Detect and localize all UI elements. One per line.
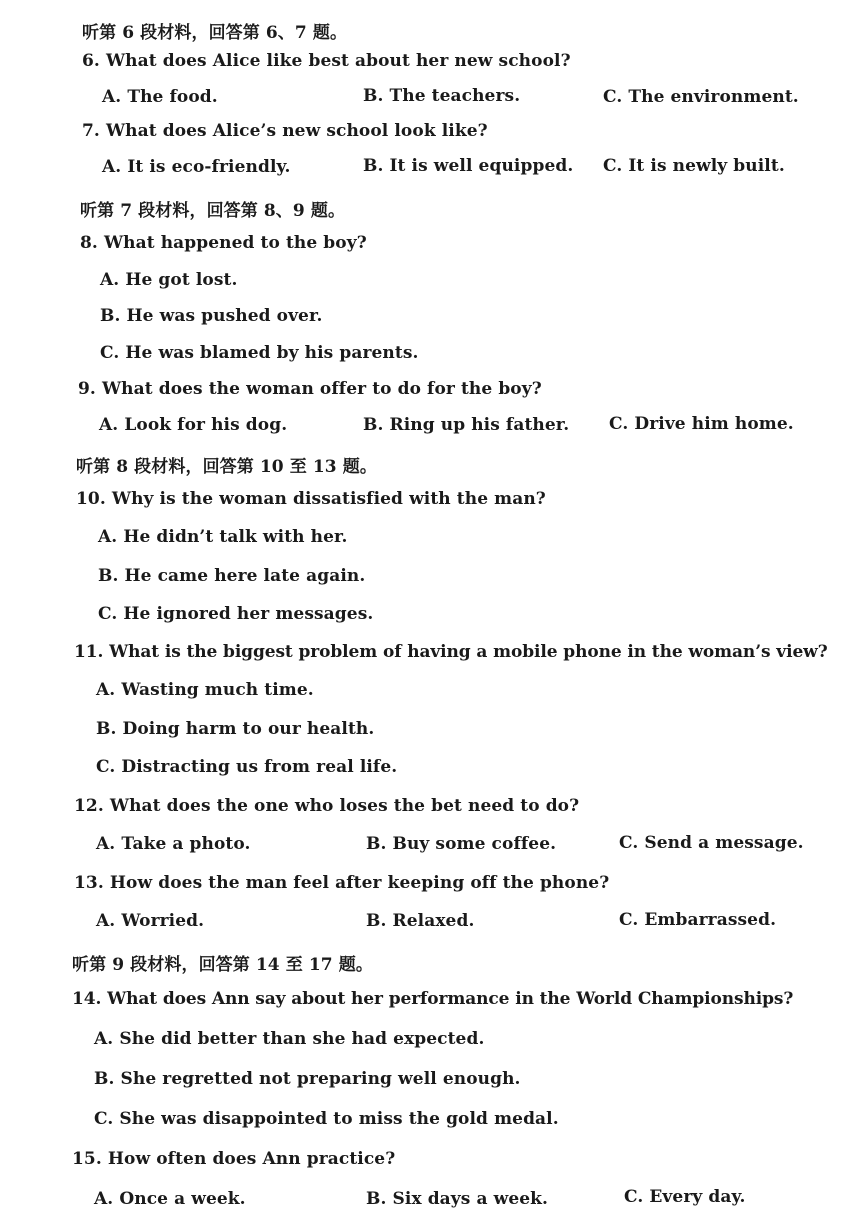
option-b: B. He was pushed over. [100,306,323,326]
option-c: C. Send a message. [619,833,804,853]
question-text: 6. What does Alice like best about her new school? [82,51,571,71]
question-text: 10. Why is the woman dissatisfied with the man? [76,489,546,509]
option-c: C. It is newly built. [603,156,785,176]
option-c: C. Distracting us from real life. [96,757,398,777]
question-text: 14. What does Ann say about her performance in the World Championships? [72,989,794,1009]
option-c: C. Drive him home. [609,414,794,434]
option-b: B. Relaxed. [366,911,475,931]
option-a: A. Once a week. [94,1189,246,1209]
option-c: C. He ignored her messages. [98,604,374,624]
option-a: A. She did better than she had expected. [94,1029,485,1049]
option-c: C. The environment. [603,87,799,107]
option-c: C. She was disappointed to miss the gold medal. [94,1109,559,1129]
option-c: C. Every day. [624,1187,746,1207]
question-text: 7. What does Alice’s new school look like? [82,121,488,141]
option-a: A. He got lost. [100,270,238,290]
option-a: A. Wasting much time. [96,680,314,700]
question-text: 11. What is the biggest problem of having a mobile phone in the woman’s view? [74,642,828,662]
option-b: B. He came here late again. [98,566,366,586]
option-c: C. Embarrassed. [619,910,777,930]
option-a: A. Take a photo. [96,834,251,854]
option-b: B. Six days a week. [366,1189,549,1209]
option-a: A. Look for his dog. [99,415,288,435]
option-a: A. The food. [102,87,218,107]
option-c: C. He was blamed by his parents. [100,343,419,363]
question-text: 15. How often does Ann practice? [72,1149,396,1169]
section-header: 听第 9 段材料，回答第 14 至 17 题。 [72,955,373,975]
section-header: 听第 8 段材料，回答第 10 至 13 题。 [76,457,377,477]
option-b: B. She regretted not preparing well enough. [94,1069,521,1089]
question-text: 13. How does the man feel after keeping off the phone? [74,873,610,893]
question-text: 8. What happened to the boy? [80,233,367,253]
option-b: B. Doing harm to our health. [96,719,375,739]
option-a: A. Worried. [96,911,205,931]
option-b: B. Ring up his father. [363,415,570,435]
option-b: B. It is well equipped. [363,156,574,176]
section-header: 听第 7 段材料，回答第 8、9 题。 [80,201,346,221]
option-a: A. He didn’t talk with her. [98,527,348,547]
option-a: A. It is eco-friendly. [102,157,291,177]
option-b: B. Buy some coffee. [366,834,557,854]
question-text: 12. What does the one who loses the bet need to do? [74,796,580,816]
section-header: 听第 6 段材料，回答第 6、7 题。 [82,23,348,43]
question-text: 9. What does the woman offer to do for the boy? [78,379,542,399]
option-b: B. The teachers. [363,86,521,106]
